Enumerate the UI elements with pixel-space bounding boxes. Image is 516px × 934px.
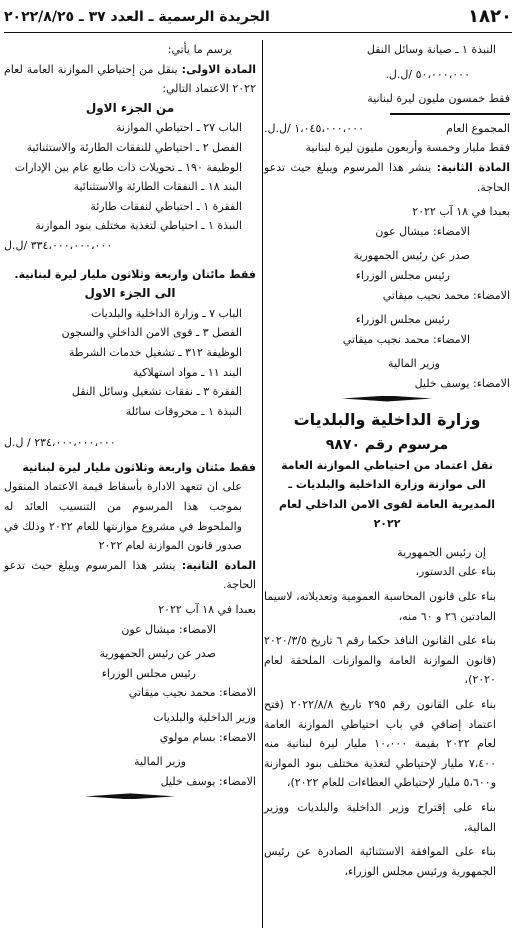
signature-line: رئيس مجلس الوزراء [355,268,450,282]
preamble-paragraph: بناء على إقتراح وزير الداخلية والبلديات ووزير المالية، [264,801,496,834]
column-divider [262,40,263,928]
article-label: المادة الثانية: [181,558,256,572]
budget-item: الفقرة ١ ـ احتياطي لنفقات طارئة [90,199,242,213]
signature-line: الامضاء: محمد نجيب ميقاتي [382,288,510,302]
signature-line: الامضاء: محمد نجيب ميقاتي [128,686,256,700]
budget-item: الفصل ٢ ـ احتياطي للنفقات الطارئة والاستثنائية [26,140,242,154]
signature-place-date: بعبدا في ١٨ آب ٢٠٢٢ [158,603,256,617]
signature-line: رئيس مجلس الوزراء [101,666,196,680]
separator-line [264,109,510,119]
budget-item: الفقرة ٣ ـ نفقات تشغيل وسائل النقل [71,385,242,399]
article-label: المادة الاولى: [181,62,256,76]
budget-item: البند ١١ ـ مواد استهلاكية [132,365,242,379]
budget-item: الوظيفة ١٩٠ ـ تحويلات ذات طابع عام بين الإدارات [14,160,242,174]
left-column [4,40,256,803]
preamble-paragraph: بناء على القانون رقم ٢٩٥ تاريخ ٢٠٢٢/٨/٨ (فتح اعتماد إضافي في باب احتياطي الموازنة العامة لعام ٢٠٢٢ بقيمة ١٠،٠٠٠ مليار ليرة لبنانية منه ٧،٤٠٠ مليار لإحتياطي لتغذية مختلف بنود الموازنة و٥،٦٠٠ مليار لإحتياطي العطاءات للعام ٢٠٢٢)، [264,698,497,790]
article-label: المادة الثانية: [436,160,510,174]
preamble-line: بناء على الدستور، [415,565,496,579]
article-two: المادة الثانية: ينشر هذا المرسوم ويبلغ حيث تدعو الحاجة. [4,558,256,592]
budget-item: النبذة ١ ـ احتياطي لتغذية مختلف بنود الموازنة [35,219,242,233]
page-header [4,6,512,33]
budget-item: الفصل ٣ ـ قوى الامن الداخلي والسجون [61,326,242,340]
amount-words: فقط مائتان واربعة وثلاثون مليار ليرة لبنانية. [14,267,256,281]
decree-intro: يرسم ما يأتي: [167,43,232,56]
decree-subject: المديرية العامة لقوى الامن الداخلي لعام ٢٠٢٢ [278,497,496,531]
budget-note: على ان تتعهد الادارة بأسقاط قيمة الاعتماد المنقول بموجب هذا المرسوم من التنسيب العائد له والملحوظ في مشروع موازنتها للعام ٢٠٢٢ وذلك في صدور قانون الموازنة لعام ٢٠٢٢ [4,480,242,553]
signature-line: صدر عن رئيس الجمهورية [353,249,470,263]
signature-line: رئيس مجلس الوزراء [355,313,450,327]
signature-line: صدر عن رئيس الجمهورية [99,647,216,661]
amount-value: ٣٣٤،٠٠٠،٠٠٠،٠٠٠ /ل.ل [4,238,113,252]
decree-number: مرسوم رقم ٩٨٧٠ [325,436,449,453]
budget-item: الوظيفة ٣١٢ ـ تشغيل خدمات الشرطة [68,345,242,359]
page-number: ١٨٢٠ [468,6,512,27]
signature-line: الامضاء: ميشال عون [121,622,216,636]
from-section-heading: من الجزء الاول [85,100,175,115]
budget-item: البند ١٨ ـ النفقات الطارئة والاستثنائية [73,180,242,194]
section-ornament [264,394,510,406]
article-one: المادة الاولى: ينقل من إحتياطي الموازنة العامة لعام ٢٠٢٢ الاعتماد التالي: [4,62,256,96]
budget-item: النبذة ١ ـ محروقات سائلة [125,404,242,418]
total-label: المجموع العام [446,121,510,135]
amount-words: فقط خمسون مليون ليرة لبنانية [367,92,510,106]
amount-value: ٥٠،٠٠٠،٠٠٠ /ل.ل. [385,67,470,81]
ministry-title: وزارة الداخلية والبلديات [293,409,481,429]
preamble-paragraph: بناء على الموافقة الاستثنائية الصادرة عن رئيس الجمهورية ورئيس مجلس الوزراء، [264,845,496,878]
total-words: فقط مليار وخمسة وأربعون مليون ليرة لبنانية [305,141,510,155]
budget-item: الباب ٧ ـ وزارة الداخلية والبلديات [91,306,242,320]
signature-line: وزير المالية [388,357,440,371]
signature-line: الامضاء: يوسف خليل [414,376,510,390]
right-column [264,40,510,881]
section-ornament [4,791,256,803]
signature-line: وزير المالية [134,755,186,769]
signature-line: وزير الداخلية والبلديات [153,711,256,724]
signature-line: الامضاء: بسام مولوي [159,730,256,744]
signature-line: الامضاء: ميشال عون [375,224,470,238]
signature-line: الامضاء: محمد نجيب ميقاتي [342,332,470,346]
item-line: النبذة ١ ـ صيانة وسائل النقل [366,43,496,56]
amount-words: فقط مئتان واربعة وثلاثون مليار ليرة لبنانية [22,460,256,474]
budget-item: الباب ٢٧ ـ احتياطي الموازنة [115,121,242,135]
preamble-line: إن رئيس الجمهورية [397,545,486,559]
preamble-paragraph: بناء على قانون المحاسبة العمومية وتعديلاته، لاسيما المادتين ٢٦ و ٦٠ منه، [264,590,496,623]
gazette-title: الجريدة الرسمية ـ العدد ٣٧ ـ ٢٠٢٢/٨/٢٥ [4,9,270,25]
total-value: ١،٠٤٥،٠٠٠،٠٠٠ /ل.ل. [264,121,364,135]
preamble-paragraph: بناء على القانون النافذ حكما رقم ٦ تاريخ ٢٠٢٠/٣/٥ (قانون الموازنة العامة والموازنات الملحقة لعام ٢٠٢٠)، [264,634,496,687]
decree-subject: نقل اعتماد من احتياطي الموازنة العامة [281,458,493,472]
decree-subject: الى موازنة وزارة الداخلية والبلديات ـ [288,478,486,492]
amount-value: ٢٣٤،٠٠٠،٠٠٠،٠٠٠ / ل.ل [4,436,116,450]
article-two: المادة الثانية: ينشر هذا المرسوم ويبلغ حيث تدعو الحاجة. [264,160,510,194]
to-section-heading: الى الجزء الاول [84,286,176,301]
signature-place-date: بعبدا في ١٨ آب ٢٠٢٢ [412,205,510,219]
signature-line: الامضاء: يوسف خليل [160,774,256,788]
